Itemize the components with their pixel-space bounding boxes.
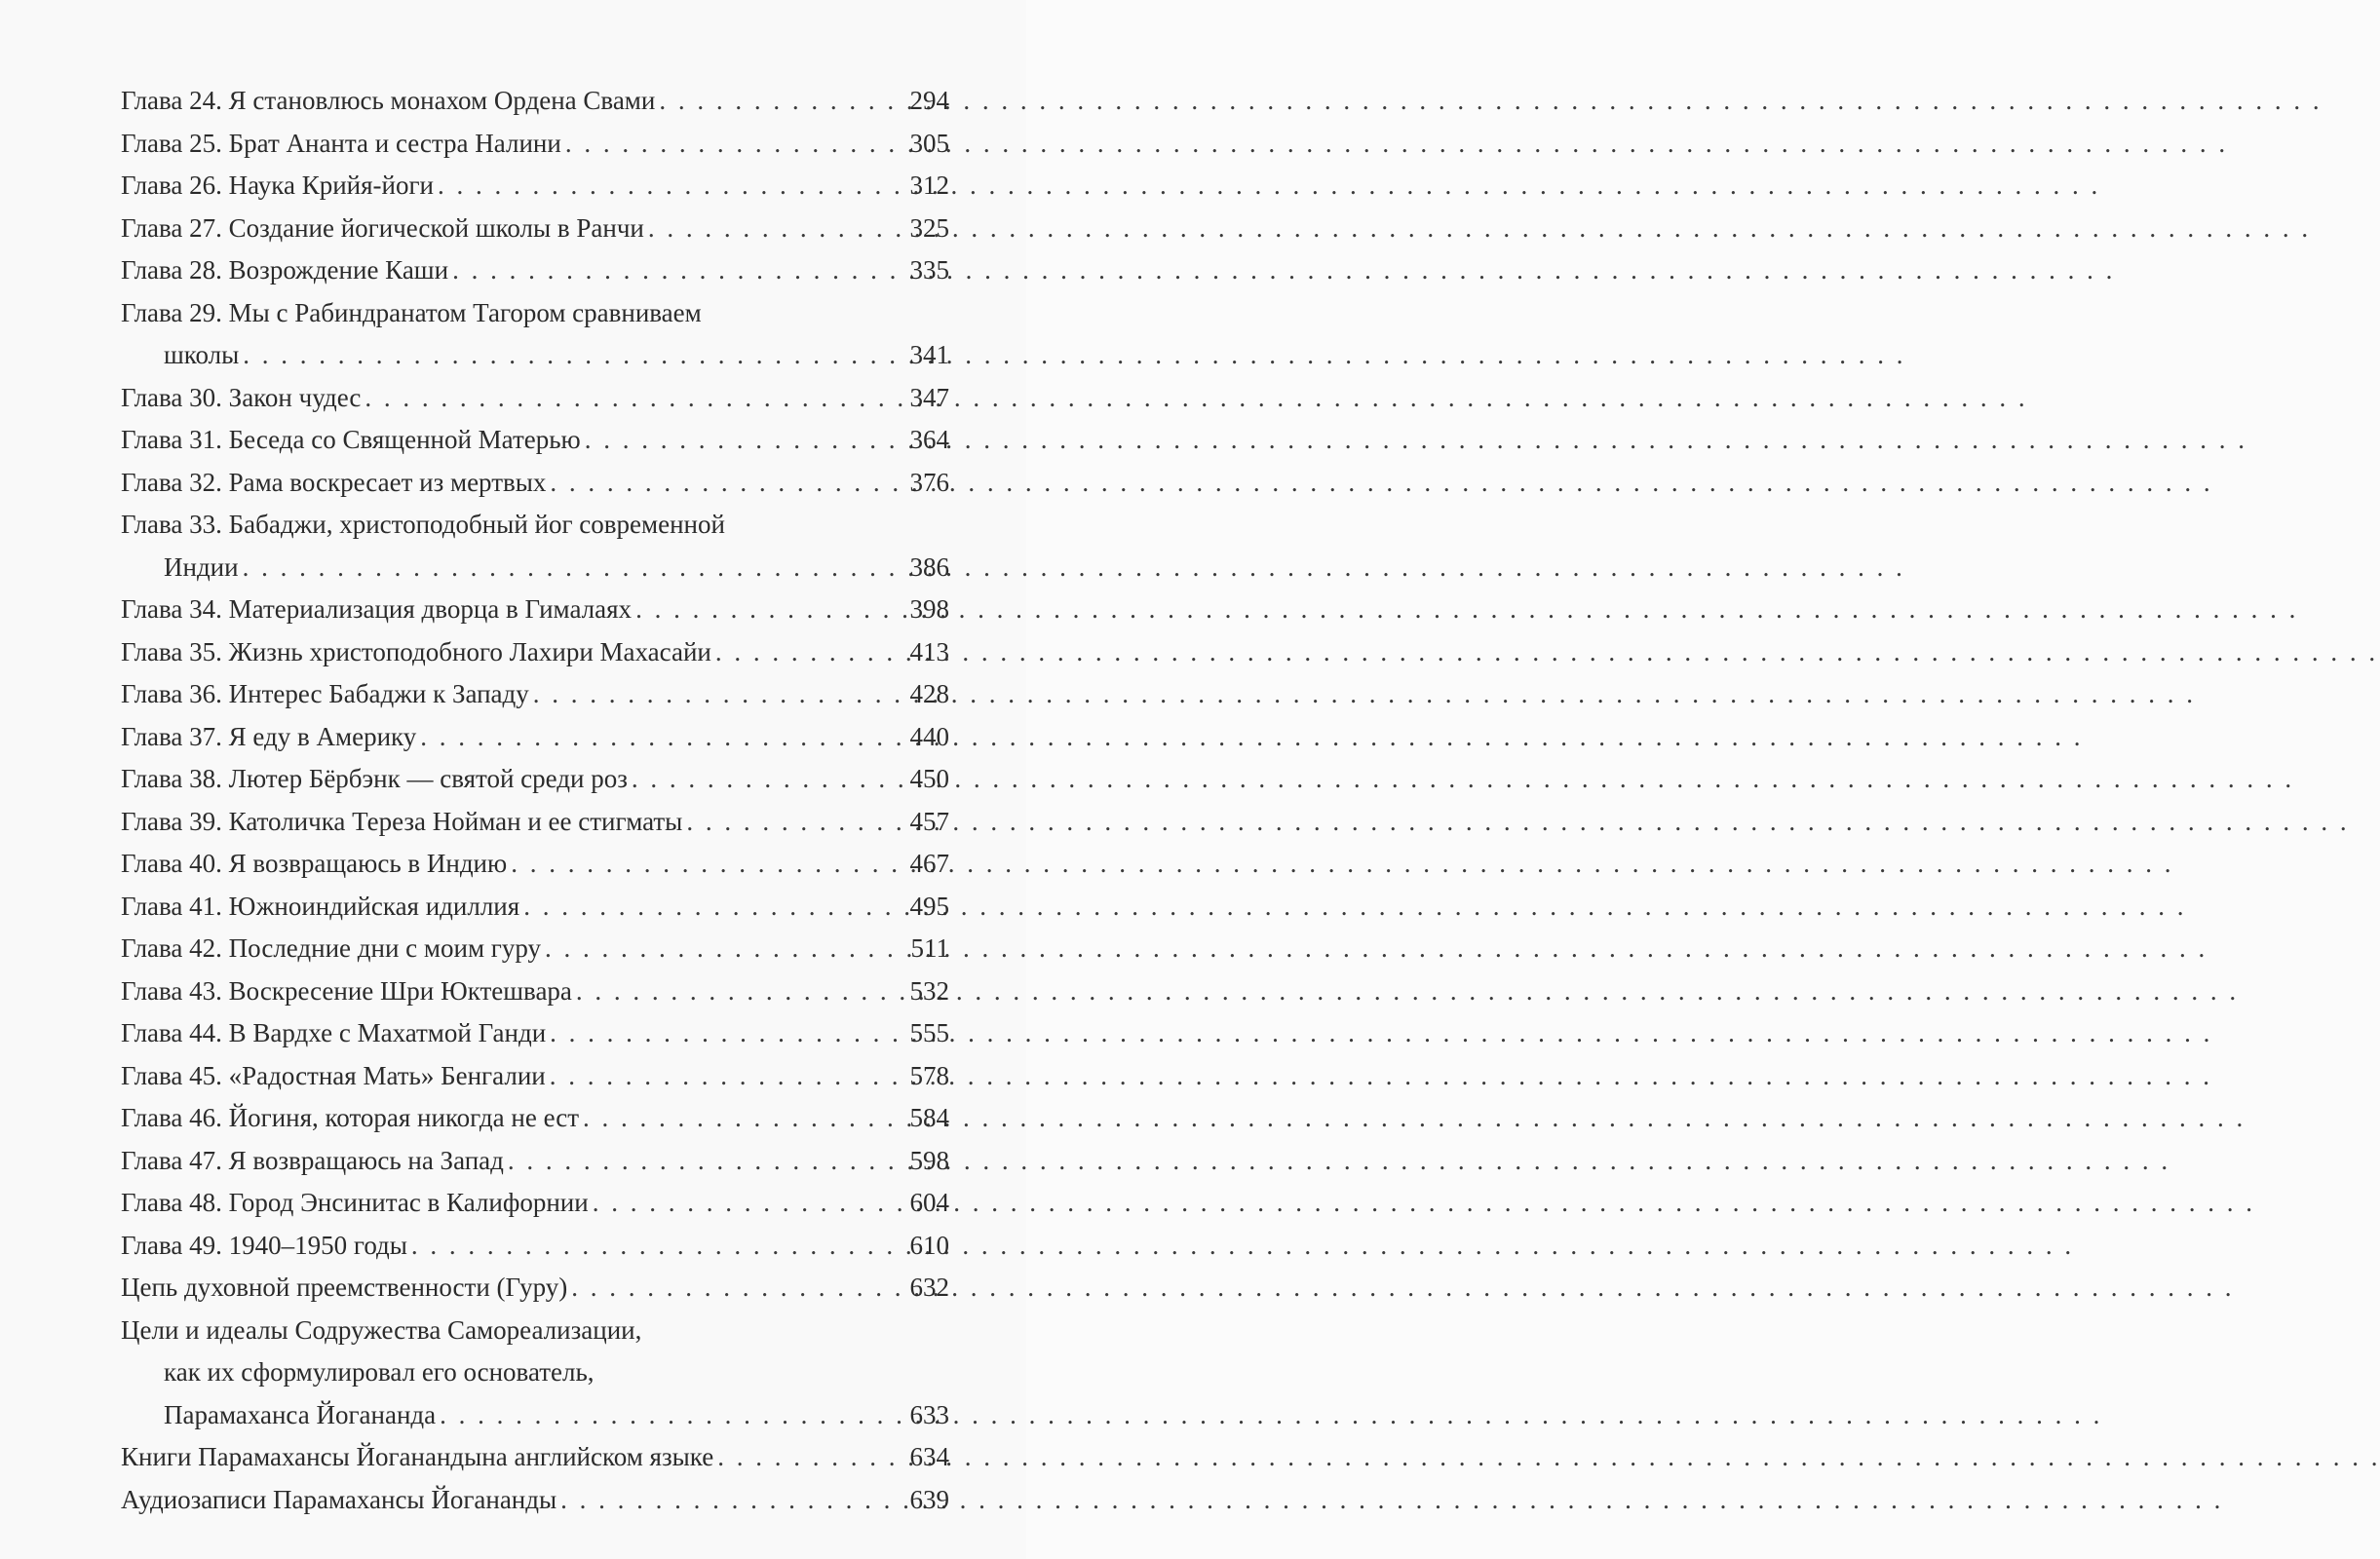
dot-leader xyxy=(583,1097,887,1140)
toc-title: Книги Парамахансы Йоганандына английском языке xyxy=(121,1442,714,1471)
toc-page-number: 341 xyxy=(909,340,949,369)
toc-entry xyxy=(121,165,949,208)
toc-title: Глава 45. «Радостная Мать» Бенгалии xyxy=(121,1060,546,1090)
toc-entry xyxy=(121,928,949,970)
toc-title: Глава 39. Католичка Тереза Нойман и ее стигматы xyxy=(121,806,683,836)
toc-page-number: 347 xyxy=(909,382,949,412)
dot-leader xyxy=(635,589,887,631)
toc-page-number: 633 xyxy=(909,1399,949,1429)
toc-entry xyxy=(121,208,949,250)
toc-entry xyxy=(121,123,949,166)
toc-page-number: 634 xyxy=(909,1442,949,1471)
dot-leader xyxy=(632,758,887,801)
toc-title: Цели и идеалы Содружества Самореализации, xyxy=(121,1314,642,1345)
toc-title: Глава 47. Я возвращаюсь на Запад xyxy=(121,1145,504,1175)
toc-page-number: 598 xyxy=(909,1145,949,1175)
toc-title: Глава 36. Интерес Бабаджи к Западу xyxy=(121,679,529,708)
toc-page-number: 376 xyxy=(909,467,949,497)
toc-entry xyxy=(121,249,949,292)
toc-page-number: 639 xyxy=(909,1484,949,1514)
dot-leader xyxy=(508,1140,887,1183)
toc-title-continuation: школы xyxy=(164,340,240,369)
toc-page-number: 495 xyxy=(909,891,949,921)
toc-page-number: 364 xyxy=(909,425,949,454)
toc-page-number: 398 xyxy=(909,594,949,624)
toc-entry xyxy=(121,716,949,759)
toc-page-number: 578 xyxy=(909,1060,949,1090)
toc-entry xyxy=(121,80,949,123)
dot-leader xyxy=(659,80,887,123)
toc-page-number: 335 xyxy=(909,255,949,285)
dot-leader xyxy=(438,165,887,208)
dot-leader xyxy=(440,1394,887,1437)
dot-leader xyxy=(545,928,887,970)
dot-leader xyxy=(576,970,887,1013)
dot-leader xyxy=(550,1012,887,1055)
toc-page-number: 457 xyxy=(909,806,949,836)
toc-title: Аудиозаписи Парамахансы Йогананды xyxy=(121,1484,557,1514)
toc-page-number: 610 xyxy=(909,1230,949,1260)
toc-page-number: 428 xyxy=(909,679,949,708)
toc-entry xyxy=(121,1310,949,1437)
toc-page-number: 305 xyxy=(909,128,949,158)
toc-entry xyxy=(121,462,949,505)
toc-page-number: 584 xyxy=(909,1103,949,1132)
dot-leader xyxy=(533,673,887,716)
dot-leader xyxy=(571,1267,887,1310)
toc-title-continuation: как их сформулировал его основатель, xyxy=(164,1357,595,1387)
toc-title: Глава 27. Создание йогической школы в Ранчи xyxy=(121,212,644,243)
dot-leader xyxy=(686,801,887,844)
toc-entry xyxy=(121,673,949,716)
toc-title: Глава 43. Воскресение Шри Юктешвара xyxy=(121,975,572,1006)
toc-page-number: 413 xyxy=(909,636,949,666)
toc-entry xyxy=(121,1225,949,1268)
toc-entry xyxy=(121,1140,949,1183)
toc-page-number: 450 xyxy=(909,764,949,793)
book-page xyxy=(0,0,1026,1559)
toc-title: Глава 33. Бабаджи, христоподобный йог современной xyxy=(121,510,725,539)
toc-entry xyxy=(121,1479,949,1522)
toc-page-number: 312 xyxy=(909,171,949,200)
toc-title: Глава 32. Рама воскресает из мертвых xyxy=(121,467,547,497)
toc-page-number: 467 xyxy=(909,849,949,878)
toc-title: Глава 28. Возрождение Каши xyxy=(121,255,449,285)
dot-leader xyxy=(411,1225,887,1268)
toc-title: Глава 42. Последние дни с моим гуру xyxy=(121,933,541,963)
toc-entry xyxy=(121,1055,949,1098)
toc-title: Глава 49. 1940–1950 годы xyxy=(121,1230,407,1260)
toc-page-number: 294 xyxy=(909,86,949,115)
toc-title: Глава 48. Город Энсинитас в Калифорнии xyxy=(121,1188,589,1217)
toc-entry xyxy=(121,843,949,886)
toc-page-number: 511 xyxy=(910,933,949,963)
toc-page-number: 555 xyxy=(909,1018,949,1047)
toc-entry xyxy=(121,1182,949,1225)
toc-entry xyxy=(121,377,949,420)
toc-entry xyxy=(121,970,949,1013)
dot-leader xyxy=(511,843,887,886)
toc-entry xyxy=(121,1097,949,1140)
dot-leader xyxy=(715,631,887,674)
dot-leader xyxy=(593,1182,887,1225)
dot-leader xyxy=(565,123,887,166)
toc-title: Глава 31. Беседа со Священной Матерью xyxy=(121,425,581,454)
toc-title: Глава 26. Наука Крийя-йоги xyxy=(121,171,435,200)
toc-page-number: 632 xyxy=(909,1273,949,1302)
toc-title: Глава 35. Жизнь христоподобного Лахири Махасайи xyxy=(121,636,711,666)
toc-entry xyxy=(121,419,949,462)
toc-title: Глава 40. Я возвращаюсь в Индию xyxy=(121,849,508,878)
toc-title: Глава 46. Йогиня, которая никогда не ест xyxy=(121,1103,580,1132)
toc-title-continuation: Парамаханса Йогананда xyxy=(164,1399,437,1429)
toc-title: Глава 37. Я еду в Америку xyxy=(121,721,417,751)
toc-title: Глава 24. Я становлюсь монахом Ордена Свами xyxy=(121,86,656,115)
toc-title: Глава 44. В Вардхе с Махатмой Ганди xyxy=(121,1018,547,1047)
dot-leader xyxy=(243,547,887,589)
toc-entry xyxy=(121,589,949,631)
toc-title: Цепь духовной преемственности (Гуру) xyxy=(121,1273,568,1302)
dot-leader xyxy=(365,377,887,420)
toc-entry xyxy=(121,631,949,674)
toc-entry xyxy=(121,1436,949,1479)
toc-page-number: 325 xyxy=(909,212,949,243)
dot-leader xyxy=(648,208,887,250)
dot-leader xyxy=(243,334,887,377)
toc-title-continuation: Индии xyxy=(164,551,239,582)
dot-leader xyxy=(550,1055,887,1098)
dot-leader xyxy=(585,419,887,462)
toc-entry xyxy=(121,758,949,801)
toc-page-number: 604 xyxy=(909,1188,949,1217)
toc-entry xyxy=(121,886,949,929)
toc-entry xyxy=(121,1267,949,1310)
toc-entry xyxy=(121,504,949,589)
dot-leader xyxy=(420,716,887,759)
toc-title: Глава 25. Брат Ананта и сестра Налини xyxy=(121,128,561,158)
toc-page-number: 386 xyxy=(909,551,949,582)
dot-leader xyxy=(523,886,887,929)
toc-title: Глава 30. Закон чудес xyxy=(121,382,362,412)
toc-title: Глава 38. Лютер Бёрбэнк — святой среди роз xyxy=(121,764,628,793)
toc-page-number: 440 xyxy=(909,721,949,751)
toc-entry xyxy=(121,1012,949,1055)
toc-title: Глава 34. Материализация дворца в Гималаях xyxy=(121,594,633,624)
toc-title: Глава 41. Южноиндийская идиллия xyxy=(121,891,520,921)
toc-entry xyxy=(121,801,949,844)
table-of-contents xyxy=(121,80,949,1521)
dot-leader xyxy=(550,462,887,505)
toc-title: Глава 29. Мы с Рабиндранатом Тагором сравниваем xyxy=(121,297,702,327)
toc-page-number: 532 xyxy=(909,975,949,1006)
dot-leader xyxy=(452,249,887,292)
toc-entry xyxy=(121,292,949,377)
dot-leader xyxy=(560,1479,887,1522)
dot-leader xyxy=(717,1436,887,1479)
